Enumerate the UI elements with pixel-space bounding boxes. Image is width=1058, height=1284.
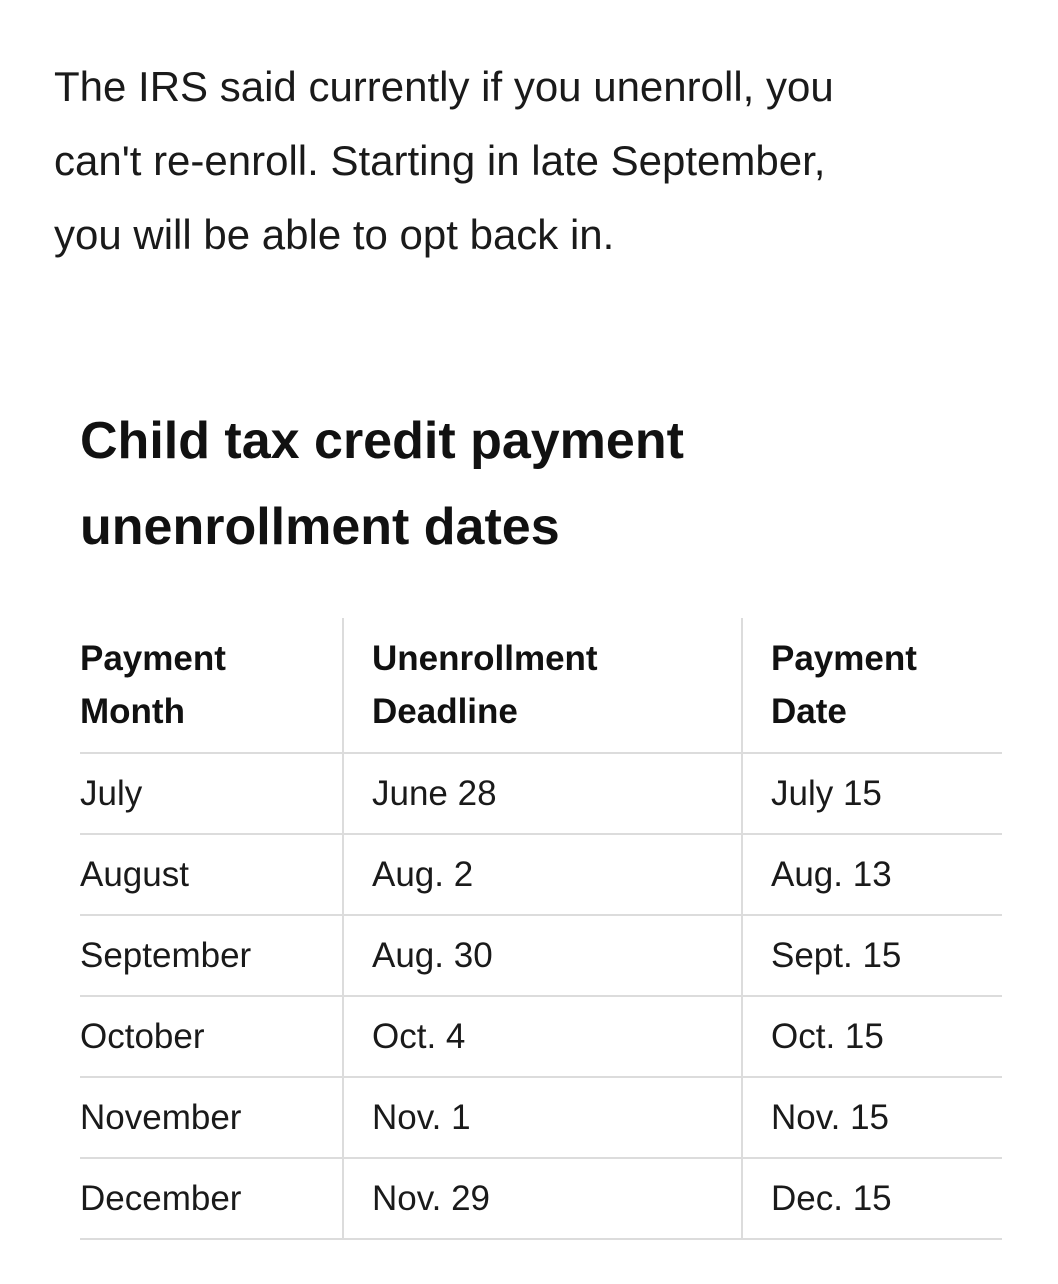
table-row	[80, 1077, 1002, 1158]
header-line: Date	[771, 692, 847, 731]
cell-payment-month: August	[80, 834, 343, 915]
cell-payment-month: September	[80, 915, 343, 996]
intro-paragraph	[54, 50, 1014, 272]
cell-payment-month: November	[80, 1077, 343, 1158]
table-body	[80, 753, 1002, 1239]
header-unenrollment-deadline	[343, 618, 742, 753]
intro-line: The IRS said currently if you unenroll, you	[54, 63, 834, 110]
cell-payment-date: July 15	[742, 753, 1002, 834]
table-title-line: Child tax credit payment	[80, 412, 684, 470]
unenrollment-dates-table	[80, 618, 1002, 1240]
cell-unenrollment-deadline: Nov. 1	[343, 1077, 742, 1158]
table-header-row	[80, 618, 1002, 753]
header-payment-date	[742, 618, 1002, 753]
table-row	[80, 915, 1002, 996]
table-title	[80, 398, 980, 570]
header-line: Payment	[771, 639, 917, 678]
cell-payment-month: July	[80, 753, 343, 834]
intro-line: you will be able to opt back in.	[54, 211, 615, 258]
header-line: Month	[80, 692, 185, 731]
cell-unenrollment-deadline: June 28	[343, 753, 742, 834]
cell-payment-date: Oct. 15	[742, 996, 1002, 1077]
header-line: Payment	[80, 639, 226, 678]
cell-payment-date: Nov. 15	[742, 1077, 1002, 1158]
cell-unenrollment-deadline: Aug. 30	[343, 915, 742, 996]
table-row	[80, 996, 1002, 1077]
cell-payment-month: October	[80, 996, 343, 1077]
intro-line: can't re-enroll. Starting in late September,	[54, 137, 826, 184]
table-row	[80, 834, 1002, 915]
cell-payment-date: Sept. 15	[742, 915, 1002, 996]
cell-payment-month: December	[80, 1158, 343, 1239]
cell-unenrollment-deadline: Nov. 29	[343, 1158, 742, 1239]
cell-unenrollment-deadline: Oct. 4	[343, 996, 742, 1077]
header-payment-month	[80, 618, 343, 753]
table-row	[80, 1158, 1002, 1239]
table-header	[80, 618, 1002, 753]
table-row	[80, 753, 1002, 834]
cell-unenrollment-deadline: Aug. 2	[343, 834, 742, 915]
cell-payment-date: Dec. 15	[742, 1158, 1002, 1239]
table-title-line: unenrollment dates	[80, 498, 560, 556]
header-line: Unenrollment	[372, 639, 598, 678]
header-line: Deadline	[372, 692, 518, 731]
cell-payment-date: Aug. 13	[742, 834, 1002, 915]
